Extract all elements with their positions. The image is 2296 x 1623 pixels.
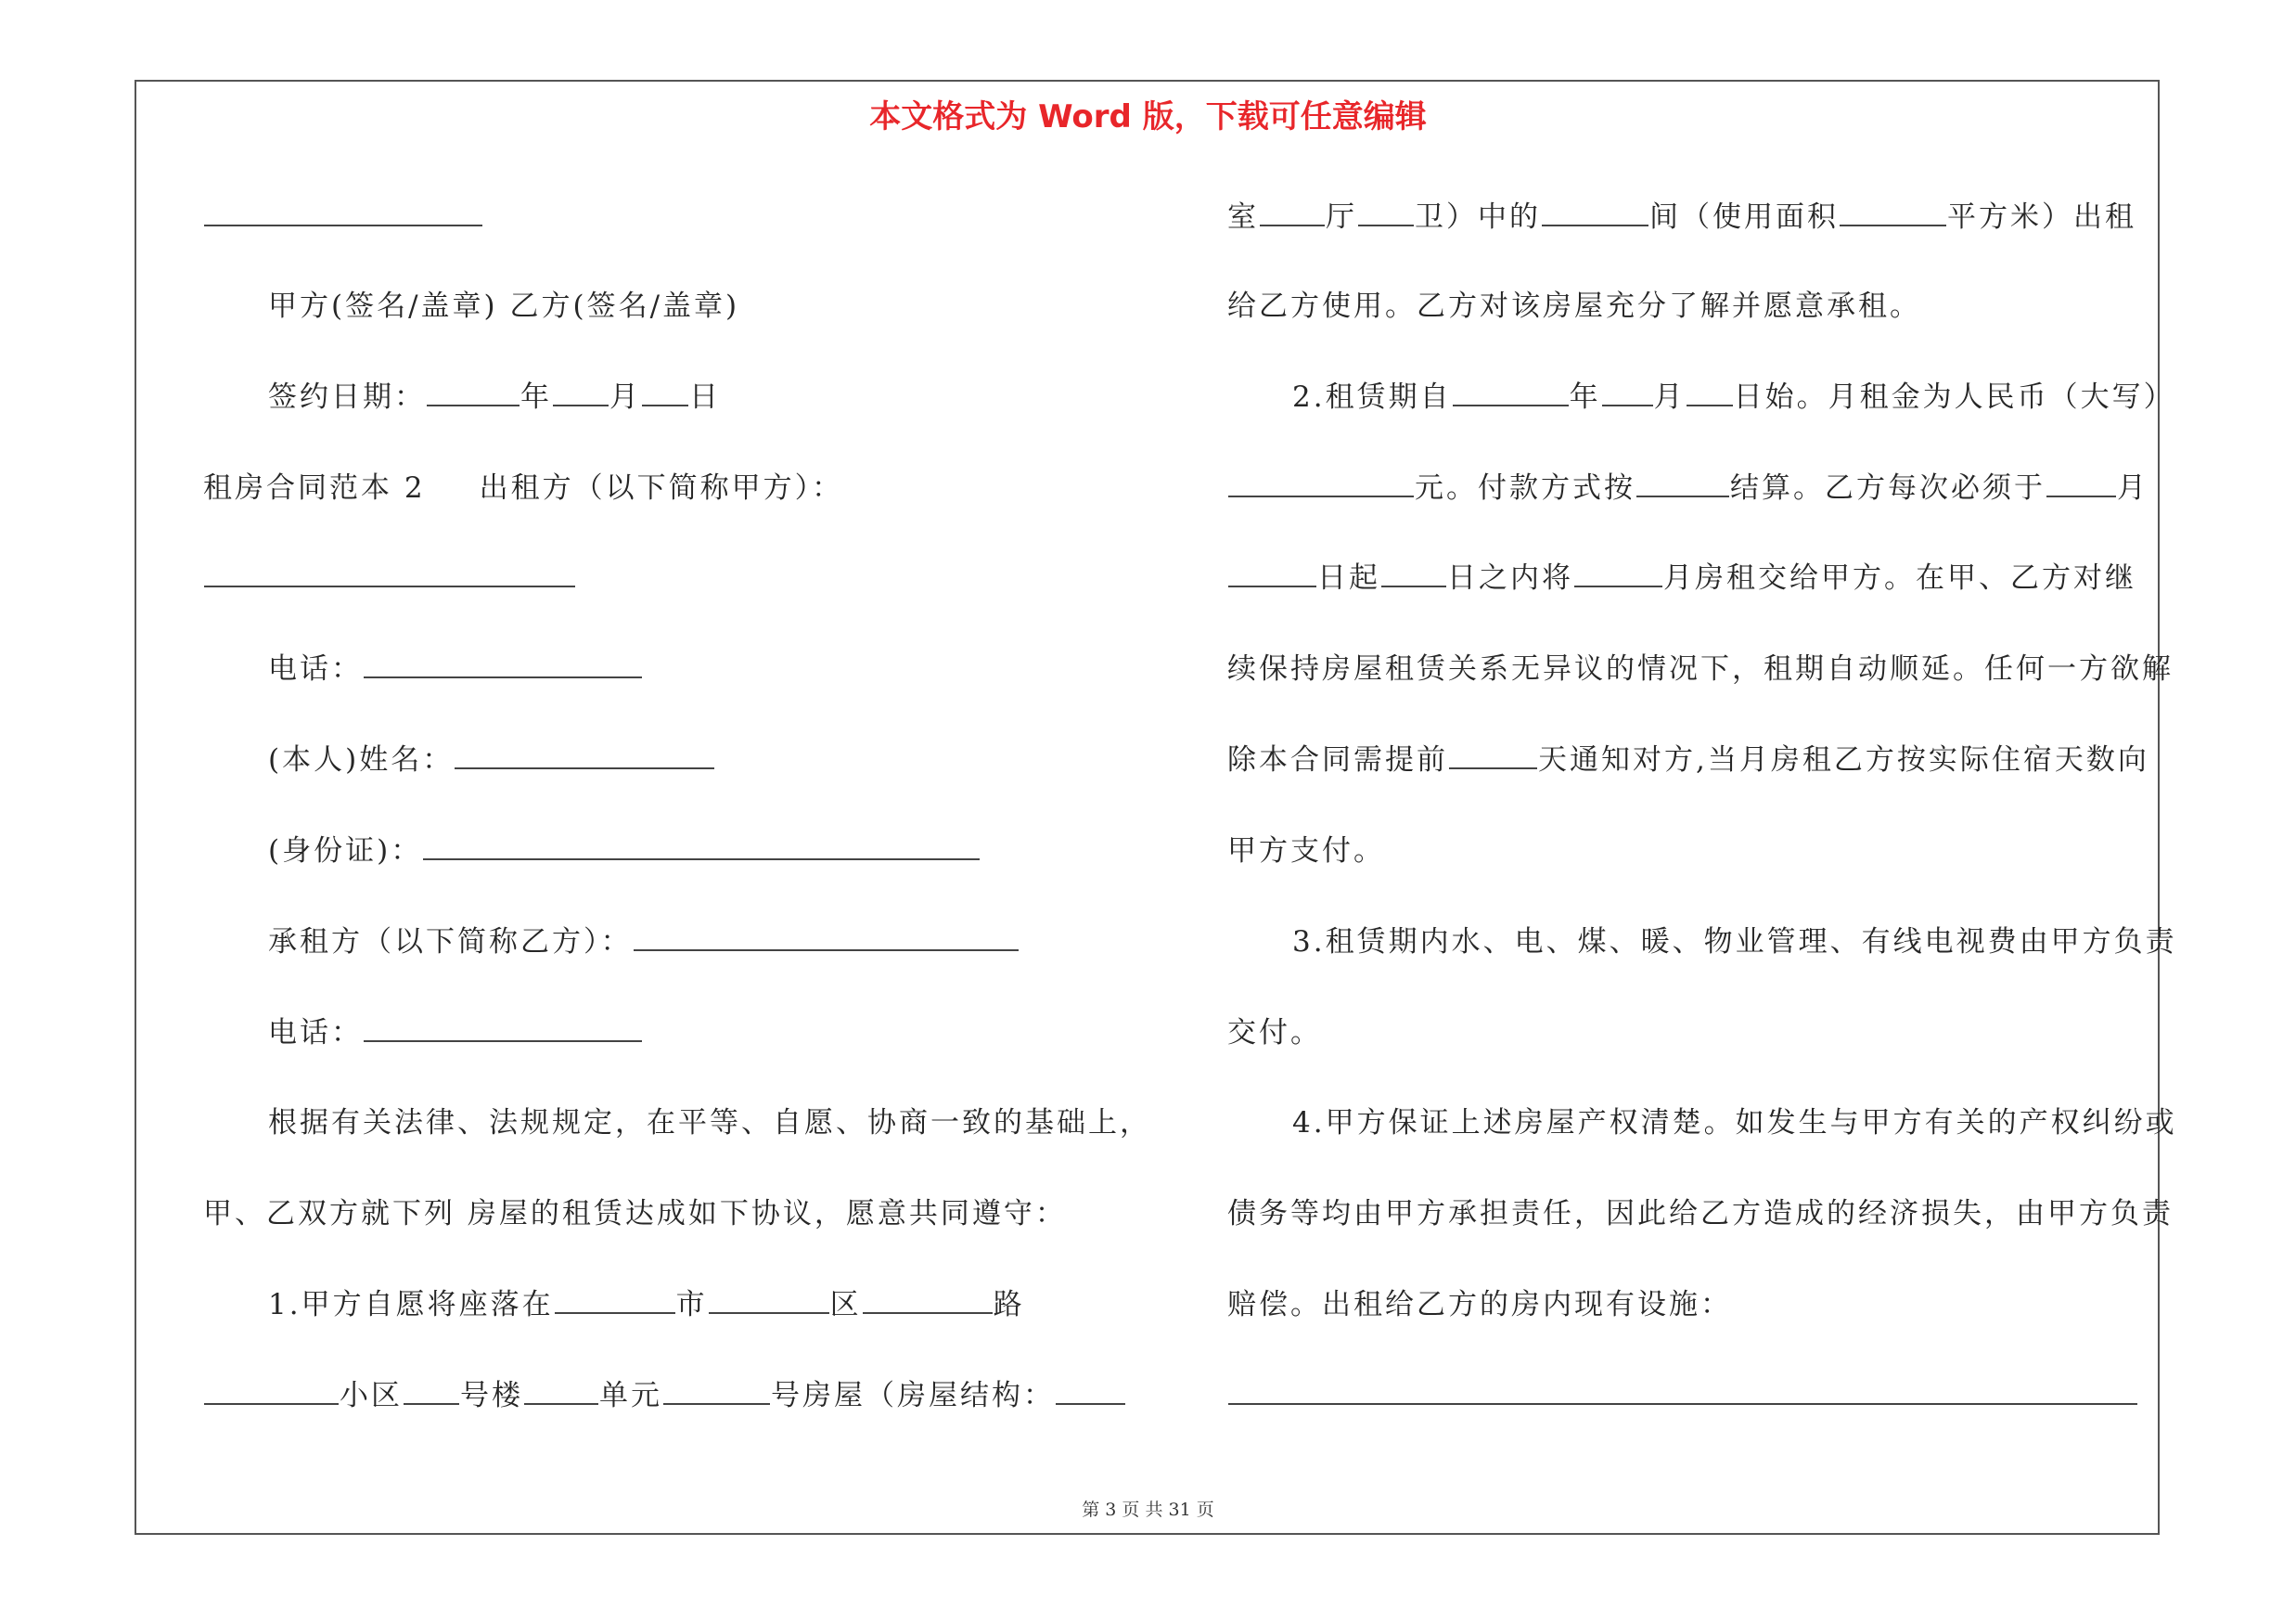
- sample-title-line: [203, 470, 843, 507]
- preamble-line-2: 甲、乙双方就下列 房屋的租赁达成如下协议，愿意共同遵守：: [203, 1197, 1067, 1230]
- clause-2-line-3: 日起 日之内将 月房租交给甲方。在甲、乙方对继: [1227, 560, 2136, 597]
- signature-blank-line: [203, 199, 483, 236]
- signatures-label: 甲方(签名/盖章) 乙方(签名/盖章): [268, 290, 740, 323]
- preamble-line-1: 根据有关法律、法规规定，在平等、自愿、协商一致的基础上，: [268, 1106, 1151, 1140]
- clause-4-line-2: 债务等均由甲方承担责任，因此给乙方造成的经济损失，由甲方负责: [1227, 1197, 2174, 1230]
- lessee-line: 承租方（以下简称乙方）：: [268, 923, 1020, 960]
- sample-title: 租房合同范本 2: [203, 471, 426, 505]
- clause-2-line-2: 元。付款方式按 结算。乙方每次必须于 月: [1227, 470, 2148, 507]
- lessor-blank-line: [203, 560, 576, 597]
- clause-4-line-1: 4.甲方保证上述房屋产权清楚。如发生与甲方有关的产权纠纷或: [1292, 1106, 2177, 1140]
- clause-4-line-3: 赔偿。出租给乙方的房内现有设施：: [1227, 1288, 1732, 1321]
- lessor-name-line: (本人)姓名：: [268, 741, 715, 779]
- clause-1-line-4: 给乙方使用。乙方对该房屋充分了解并愿意承租。: [1227, 290, 1921, 323]
- clause-1-line-3: 室 厅 卫）中的 间（使用面积 平方米）出租: [1227, 200, 2136, 234]
- clause-1-line-1: 1.甲方自愿将座落在 市 区 路: [268, 1288, 1025, 1321]
- document-page: [135, 80, 2177, 1535]
- editable-notice: 本文格式为 Word 版，下载可任意编辑: [869, 98, 1427, 135]
- clause-2-line-6: 甲方支付。: [1227, 834, 1385, 868]
- clause-2-line-5: 除本合同需提前 天通知对方,当月房租乙方按实际住宿天数向: [1227, 743, 2149, 777]
- lessor-label: 出租方（以下简称甲方）：: [479, 471, 844, 505]
- lessor-id-line: (身份证)：: [268, 832, 981, 869]
- clause-3-line-1: 3.租赁期内水、电、煤、暖、物业管理、有线电视费由甲方负责: [1292, 925, 2177, 959]
- page-number: 第 3 页 共 31 页: [1082, 1500, 1214, 1520]
- sign-date-line: 签约日期： 年 月 日: [268, 380, 721, 414]
- clause-2-line-1: 2.租赁期自 年 月 日始。月租金为人民币（大写）: [1292, 380, 2175, 414]
- clause-1-line-2: 小区 号楼 单元 号房屋（房屋结构：: [203, 1377, 1126, 1414]
- lessor-phone-line: 电话：: [268, 650, 643, 688]
- clause-2-line-4: 续保持房屋租赁关系无异议的情况下，租期自动顺延。任何一方欲解: [1227, 652, 2174, 686]
- lessee-phone-line: 电话：: [268, 1014, 643, 1051]
- facilities-blank-line: [1227, 1377, 2138, 1414]
- clause-3-line-2: 交付。: [1227, 1016, 1322, 1050]
